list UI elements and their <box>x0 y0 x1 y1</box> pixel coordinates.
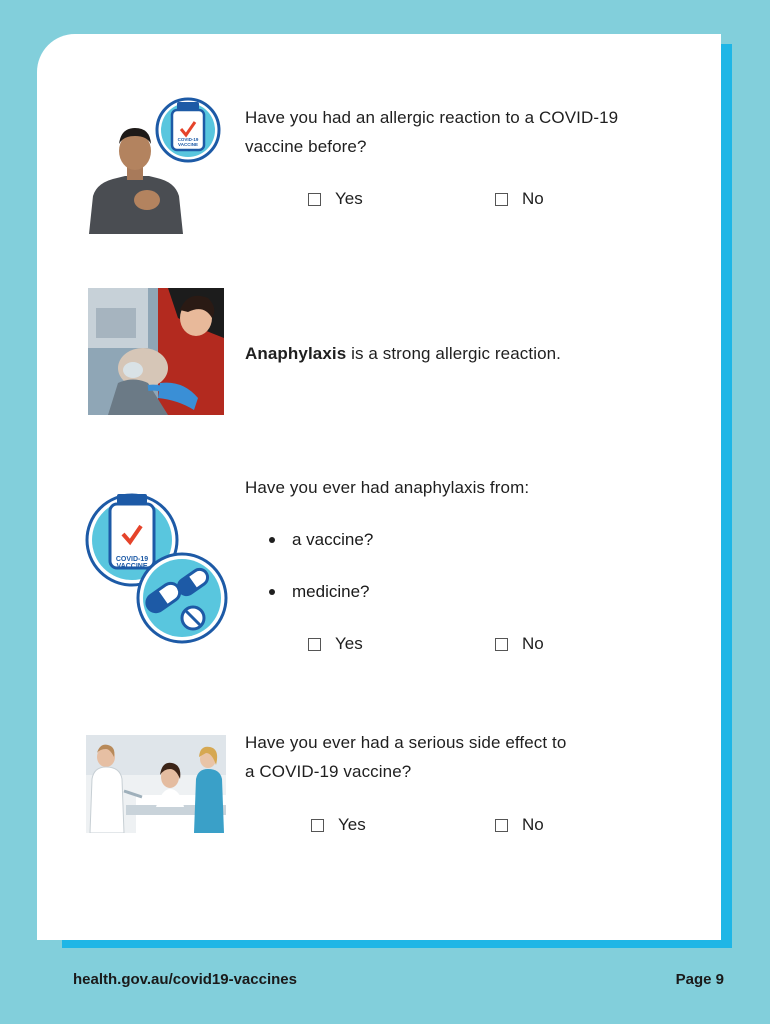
question-1-line-2: vaccine before? <box>245 137 367 156</box>
vaccine-label-bottom: VACCINE <box>116 563 148 570</box>
question-2-text <box>245 473 529 502</box>
checkbox[interactable] <box>308 638 321 651</box>
question-2-line-1: Have you ever had anaphylaxis from: <box>245 478 530 497</box>
question-2-no-option[interactable] <box>495 634 544 654</box>
checkbox[interactable] <box>495 819 508 832</box>
anaphylaxis-description: is a strong allergic reaction. <box>346 344 562 363</box>
footer-url: health.gov.au/covid19-vaccines <box>73 971 297 988</box>
vaccine-label-top: COVID-19 <box>177 137 199 142</box>
question-2-yes-option[interactable] <box>308 634 363 654</box>
yes-label: Yes <box>335 189 363 208</box>
paramedic-oxygen-mask-image <box>88 288 224 415</box>
question-3-text <box>245 728 566 786</box>
question-1-line-1: Have you had an allergic reaction to a COVID-19 <box>245 108 619 127</box>
hospital-patient-image <box>86 735 226 833</box>
vaccine-and-medicine-icons <box>85 490 229 646</box>
no-label: No <box>522 815 544 834</box>
checkbox[interactable] <box>495 638 508 651</box>
question-3-line-1: Have you ever had a serious side effect to <box>245 733 567 752</box>
checkbox[interactable] <box>495 193 508 206</box>
list-item: medicine? <box>265 582 373 634</box>
no-label: No <box>522 189 544 208</box>
question-3-line-2: a COVID-19 vaccine? <box>245 762 412 781</box>
vaccine-label-bottom: VACCINE <box>178 142 198 147</box>
question-1-yes-option[interactable] <box>308 189 363 209</box>
anaphylaxis-sources-list <box>265 530 373 634</box>
question-1-text <box>245 103 618 161</box>
yes-label: Yes <box>338 815 366 834</box>
page-card <box>37 34 721 940</box>
person-allergic-reaction-image <box>87 96 227 234</box>
checkbox[interactable] <box>308 193 321 206</box>
anaphylaxis-definition <box>245 339 561 368</box>
question-1-no-option[interactable] <box>495 189 544 209</box>
no-label: No <box>522 634 544 653</box>
anaphylaxis-term: Anaphylaxis <box>245 344 347 363</box>
checkbox[interactable] <box>311 819 324 832</box>
page-number: Page 9 <box>675 971 724 988</box>
yes-label: Yes <box>335 634 363 653</box>
question-3-yes-option[interactable] <box>311 815 366 835</box>
vaccine-label-top: COVID-19 <box>115 556 149 563</box>
question-3-no-option[interactable] <box>495 815 544 835</box>
list-item: a vaccine? <box>265 530 373 582</box>
